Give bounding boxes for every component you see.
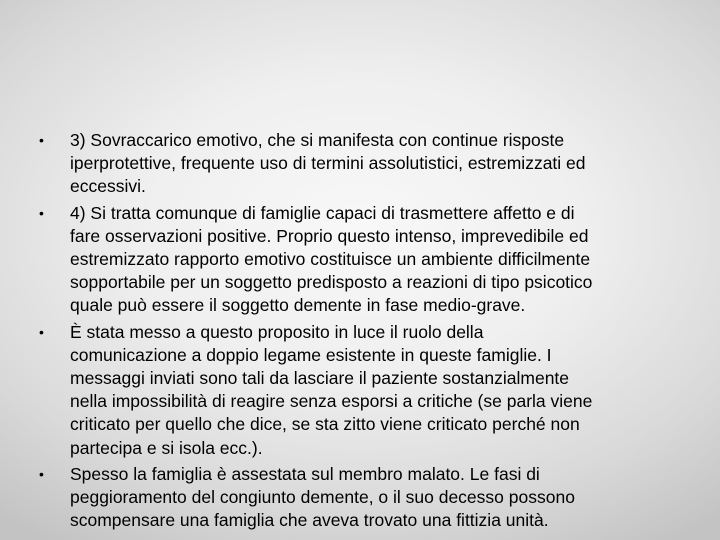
text-line: nella impossibilità di reagire senza esporsi a critiche (se parla viene	[70, 391, 593, 412]
text-line: estremizzato rapporto emotivo costituisce un ambiente difficilmente	[70, 249, 591, 270]
bullet-text	[70, 129, 690, 199]
text-line: quale può essere il soggetto demente in fase medio-grave.	[70, 295, 526, 316]
bullet-list	[0, 129, 720, 535]
text-line: partecipa e si isola ecc.).	[70, 437, 263, 458]
text-line: criticato per quello che dice, se sta zitto viene criticato perché non	[70, 414, 580, 435]
bullet-item-2	[0, 202, 720, 318]
bullet-item-3	[0, 321, 720, 460]
text-line: 3) Sovraccarico emotivo, che si manifesta con continue risposte	[70, 130, 565, 150]
text-line: scompensare una famiglia che aveva trovato una fittizia unità.	[70, 510, 549, 531]
bullet-icon: •	[39, 465, 44, 482]
text-line: Spesso la famiglia è assestata sul membro malato. Le fasi di	[70, 463, 540, 484]
text-line: sopportabile per un soggetto predisposto a reazioni di tipo psicotico	[70, 272, 593, 293]
bullet-text	[70, 463, 690, 533]
text-line: comunicazione a doppio legame esistente in queste famiglie. I	[70, 344, 552, 365]
bullet-icon: •	[39, 204, 44, 221]
bullet-item-1	[0, 129, 720, 199]
text-line: 4) Si tratta comunque di famiglie capaci di trasmettere affetto e di	[70, 202, 575, 223]
bullet-item-4	[0, 463, 720, 533]
text-line: messaggi inviati sono tali da lasciare il paziente sostanzialmente	[70, 368, 570, 389]
text-line: eccessivi.	[70, 176, 146, 197]
bullet-text	[70, 321, 690, 460]
text-line: È stata messo a questo proposito in luce il ruolo della	[70, 321, 484, 342]
text-line: fare osservazioni positive. Proprio questo intenso, imprevedibile ed	[70, 225, 589, 246]
text-line: iperprotettive, frequente uso di termini assolutistici, estremizzati ed	[70, 153, 586, 174]
bullet-icon: •	[39, 132, 44, 148]
text-line: peggioramento del congiunto demente, o il suo decesso possono	[70, 487, 575, 508]
bullet-text	[70, 202, 690, 318]
bullet-icon: •	[39, 323, 44, 340]
